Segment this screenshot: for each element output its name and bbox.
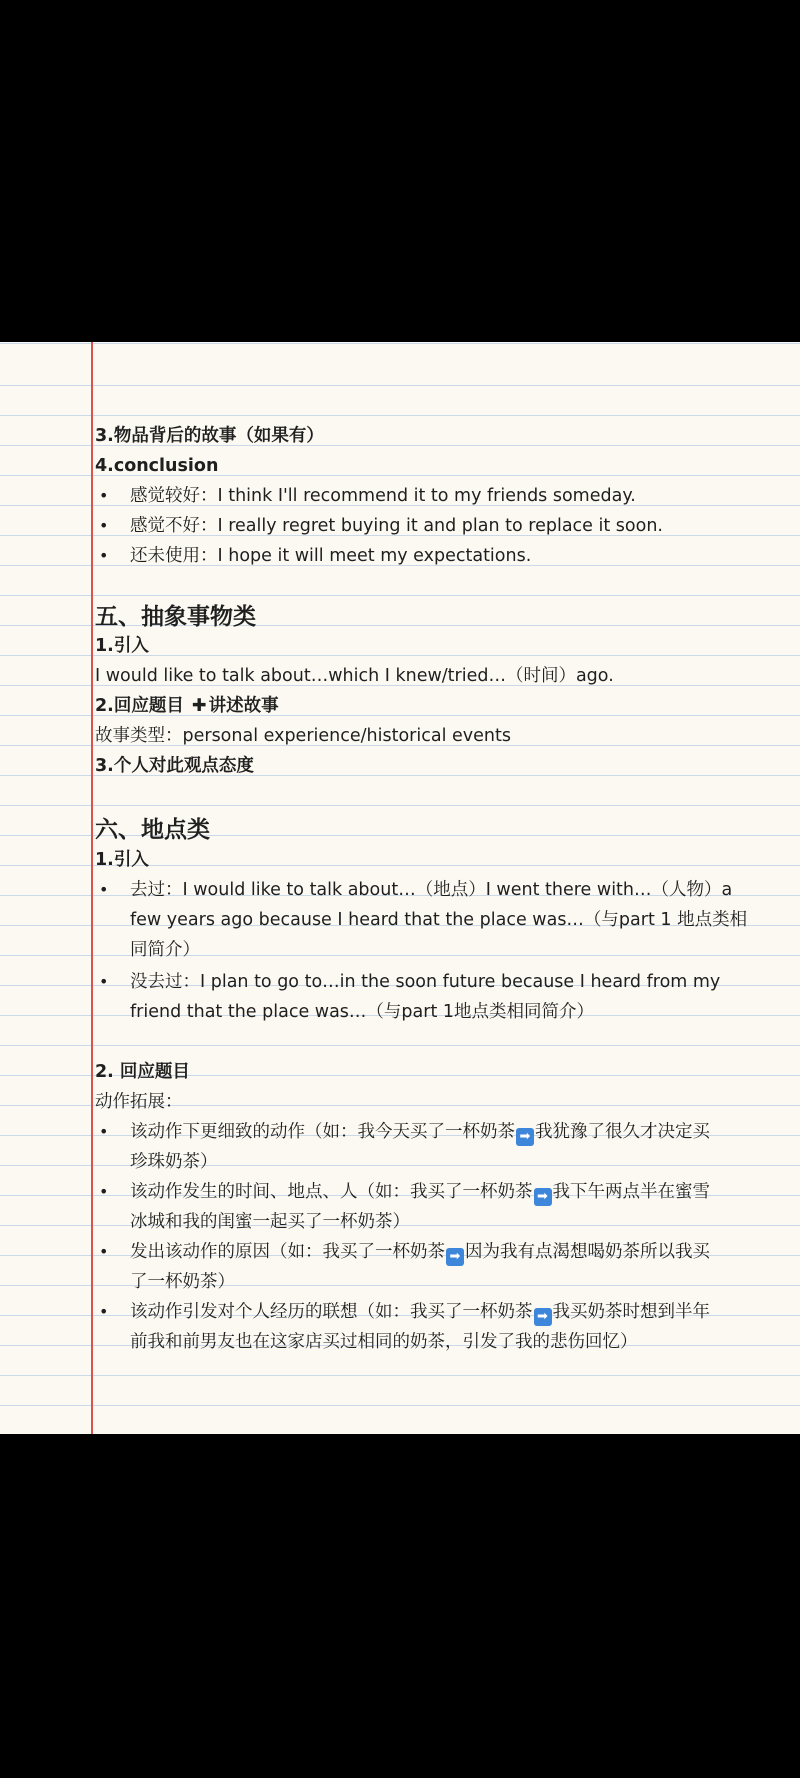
- arrow-right-icon: ➡: [534, 1308, 552, 1326]
- bullet-icon: •: [99, 546, 109, 565]
- action-bullet-line: 珍珠奶茶）: [130, 1152, 218, 1172]
- not-visited-bullet-line: friend that the place was…（与part 1地点类相同简介）: [130, 1002, 595, 1022]
- action-bullet-line: 了一杯奶茶）: [130, 1272, 235, 1292]
- margin-line: [91, 342, 93, 1434]
- section5-heading: 五、抽象事物类: [95, 604, 256, 630]
- section6-item-intro: 1.引入: [95, 850, 149, 870]
- plus-icon: ✚: [191, 696, 207, 716]
- bullet-icon: •: [99, 1302, 109, 1321]
- bullet-icon: •: [99, 486, 109, 505]
- arrow-right-icon: ➡: [446, 1248, 464, 1266]
- action-bullet-line: [130, 1180, 710, 1206]
- action-bullet-line: [130, 1300, 710, 1326]
- visited-bullet-line: 同简介）: [130, 940, 200, 960]
- bullet-icon: •: [99, 1242, 109, 1261]
- action-text: 因为我有点渴想喝奶茶所以我买: [465, 1242, 710, 1262]
- section5-item-intro: 1.引入: [95, 636, 149, 656]
- action-bullet-line: 冰城和我的闺蜜一起买了一杯奶茶）: [130, 1212, 410, 1232]
- action-text: 我买奶茶时想到半年: [552, 1302, 710, 1322]
- action-bullet-line: 前我和前男友也在这家店买过相同的奶茶，引发了我的悲伤回忆）: [130, 1332, 638, 1352]
- section5-story-types: 故事类型：personal experience/historical events: [95, 726, 511, 746]
- tell-story-label: 讲述故事: [208, 696, 279, 716]
- section6-heading: 六、地点类: [95, 817, 210, 843]
- section5-item-respond: [95, 694, 279, 718]
- conclusion-bullet: 感觉较好：I think I'll recommend it to my friends someday.: [130, 486, 636, 506]
- bullet-icon: •: [99, 1182, 109, 1201]
- action-text: 该动作发生的时间、地点、人（如：我买了一杯奶茶: [130, 1182, 533, 1202]
- visited-bullet-line: 去过：I would like to talk about…（地点）I went there with…（人物）a: [130, 880, 733, 900]
- notebook-page: [0, 342, 800, 1434]
- conclusion-bullet: 感觉不好：I really regret buying it and plan to replace it soon.: [130, 516, 663, 536]
- action-text: 该动作下更细致的动作（如：我今天买了一杯奶茶: [130, 1122, 515, 1142]
- action-text: 发出该动作的原因（如：我买了一杯奶茶: [130, 1242, 445, 1262]
- section5-intro-text: I would like to talk about…which I knew/tried…（时间）ago.: [95, 666, 614, 686]
- section5-item-attitude: 3.个人对此观点态度: [95, 756, 254, 776]
- section6-item-respond: 2. 回应题目: [95, 1062, 190, 1082]
- action-text: 我犹豫了很久才决定买: [535, 1122, 710, 1142]
- action-bullet-line: [130, 1240, 710, 1266]
- bullet-icon: •: [99, 880, 109, 899]
- bullet-icon: •: [99, 972, 109, 991]
- bullet-icon: •: [99, 516, 109, 535]
- bullet-icon: •: [99, 1122, 109, 1141]
- conclusion-bullet: 还未使用：I hope it will meet my expectations.: [130, 546, 532, 566]
- action-expansion-label: 动作拓展：: [95, 1092, 183, 1112]
- arrow-right-icon: ➡: [534, 1188, 552, 1206]
- action-text: 我下午两点半在蜜雪: [552, 1182, 710, 1202]
- not-visited-bullet-line: 没去过：I plan to go to…in the soon future because I heard from my: [130, 972, 721, 992]
- item-story-behind: 3.物品背后的故事（如果有）: [95, 426, 324, 446]
- item-conclusion: 4.conclusion: [95, 456, 219, 476]
- respond-label: 2.回应题目: [95, 696, 184, 716]
- visited-bullet-line: few years ago because I heard that the place was…（与part 1 地点类相: [130, 910, 748, 930]
- action-bullet-line: [130, 1120, 710, 1146]
- action-text: 该动作引发对个人经历的联想（如：我买了一杯奶茶: [130, 1302, 533, 1322]
- arrow-right-icon: ➡: [516, 1128, 534, 1146]
